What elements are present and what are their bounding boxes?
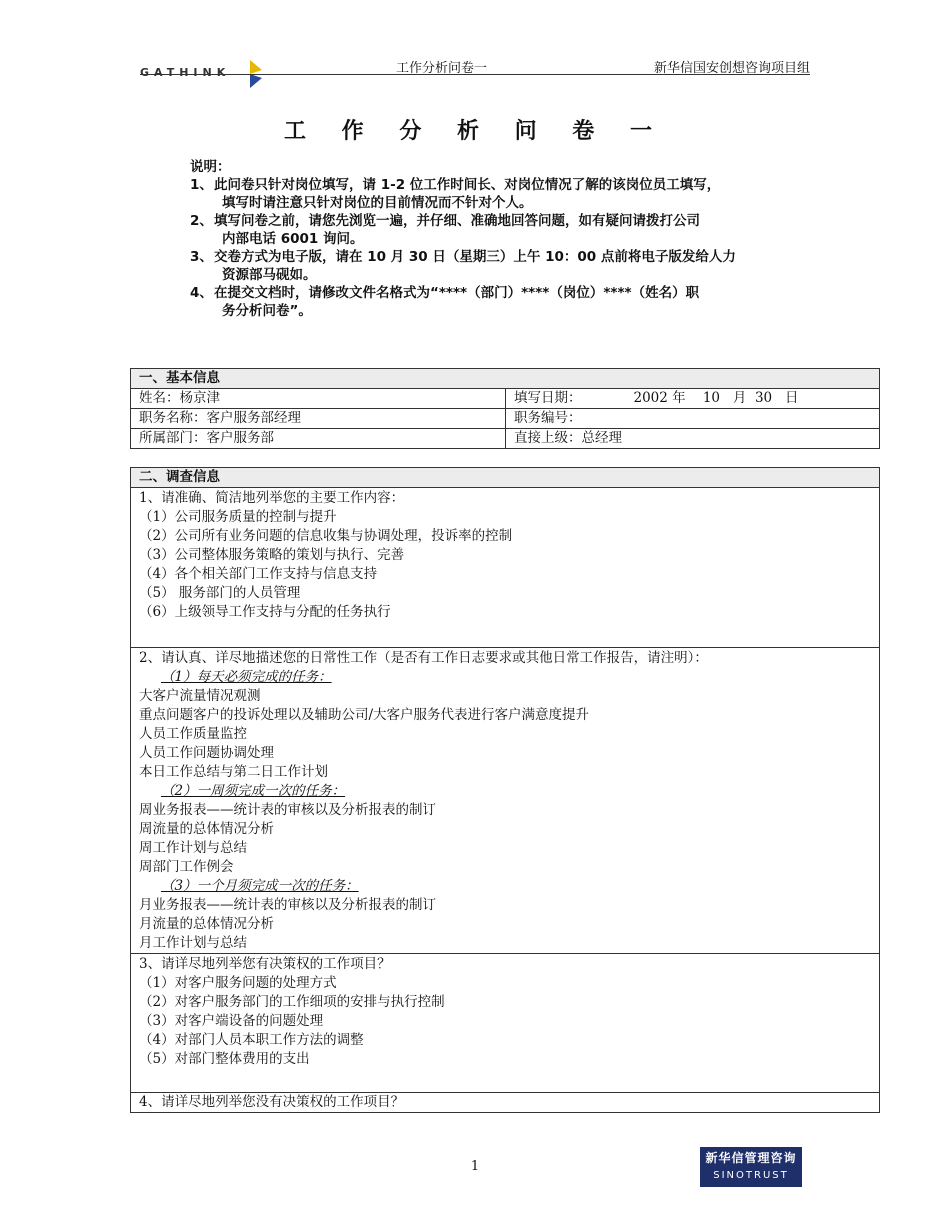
list-item: 人员工作质量监控 — [139, 726, 247, 742]
list-item: 周业务报表——统计表的审核以及分析报表的制订 — [139, 802, 436, 818]
list-item: （2）对客户服务部门的工作细项的安排与执行控制 — [139, 994, 445, 1010]
header-project-group: 新华信国安创想咨询项目组 — [653, 61, 810, 76]
sinotrust-logo-cn: 新华信管理咨询 — [705, 1151, 797, 1165]
name-cell: 姓名：杨京津 — [131, 389, 506, 409]
list-item: （5）对部门整体费用的支出 — [139, 1051, 310, 1067]
list-item: （6）上级领导工作支持与分配的任务执行 — [139, 604, 391, 620]
sinotrust-logo — [700, 1147, 802, 1187]
weekly-label: （2）一周须完成一次的任务： — [161, 783, 346, 799]
list-item: 周流量的总体情况分析 — [139, 821, 274, 837]
list-item: （1）对客户服务问题的处理方式 — [139, 975, 337, 991]
list-item: 大客户流量情况观测 — [139, 688, 261, 704]
basic-info-heading: 一、基本信息 — [131, 369, 880, 389]
list-item: （3）公司整体服务策略的策划与执行、完善 — [139, 547, 405, 563]
list-item: 重点问题客户的投诉处理以及辅助公司/大客户服务代表进行客户满意度提升 — [139, 707, 590, 723]
list-item: （4）对部门人员本职工作方法的调整 — [139, 1032, 364, 1048]
list-item: （4）各个相关部门工作支持与信息支持 — [139, 566, 378, 582]
page-title: 工 作 分 析 问 卷 一 — [284, 119, 666, 144]
list-item: （5） 服务部门的人员管理 — [139, 585, 301, 601]
page-number: 1 — [470, 1159, 480, 1174]
list-item: 月流量的总体情况分析 — [139, 916, 274, 932]
basic-info-table — [130, 368, 880, 449]
header-doc-title: 工作分析问卷一 — [396, 61, 488, 76]
list-item: 月工作计划与总结 — [139, 935, 247, 951]
list-item: （1）公司服务质量的控制与提升 — [139, 509, 337, 525]
q1-question: 1、请准确、简洁地列举您的主要工作内容： — [139, 490, 405, 506]
instruction-item: 1、 此问卷只针对岗位填写，请 1-2 位工作时间长、对岗位情况了解的该岗位员工填写， 填写时请注意只针对岗位的目前情况而不针对个人。 — [190, 177, 721, 211]
instructions — [190, 158, 820, 320]
q4-cell: 4、请详尽地列举您没有决策权的工作项目？ — [131, 1093, 880, 1113]
list-item: 人员工作问题协调处理 — [139, 745, 274, 761]
list-item: 周部门工作例会 — [139, 859, 234, 875]
dept-cell: 所属部门：客户服务部 — [131, 429, 506, 449]
superior-cell: 直接上级：总经理 — [506, 429, 880, 449]
survey-table — [130, 467, 880, 1113]
sinotrust-logo-en: SINOTRUST — [713, 1170, 789, 1181]
q1-cell — [131, 488, 880, 648]
list-item: （3）对客户端设备的问题处理 — [139, 1013, 324, 1029]
q3-cell — [131, 954, 880, 1093]
instructions-label: 说明： — [190, 159, 231, 175]
list-item: 周工作计划与总结 — [139, 840, 247, 856]
daily-label: （1）每天必须完成的任务： — [161, 669, 332, 685]
q3-question: 3、请详尽地列举您有决策权的工作项目？ — [139, 956, 391, 972]
date-cell: 填写日期： 2002 年 10 月 30 日 — [506, 389, 880, 409]
instruction-item: 4、 在提交文档时，请修改文件名格式为“****（部门）****（岗位）****（姓名）职 务分析问卷”。 — [190, 285, 700, 319]
survey-heading: 二、调查信息 — [131, 468, 880, 488]
gathink-logo-text: GATHINK — [140, 66, 231, 79]
header-divider — [140, 74, 810, 75]
job-no-cell: 职务编号： — [506, 409, 880, 429]
instruction-item: 2、 填写问卷之前，请您先浏览一遍，并仔细、准确地回答问题，如有疑问请拨打公司 内部电话 6001 询问。 — [190, 213, 700, 247]
list-item: 月业务报表——统计表的审核以及分析报表的制订 — [139, 897, 436, 913]
q2-cell — [131, 648, 880, 954]
list-item: （2）公司所有业务问题的信息收集与协调处理，投诉率的控制 — [139, 528, 513, 544]
instruction-item: 3、 交卷方式为电子版，请在 10 月 30 日（星期三）上午 10：00 点前将电子版发给人力 资源部马砚如。 — [190, 249, 736, 283]
monthly-label: （3）一个月须完成一次的任务： — [161, 878, 359, 894]
list-item: 本日工作总结与第二日工作计划 — [139, 764, 328, 780]
job-title-cell: 职务名称：客户服务部经理 — [131, 409, 506, 429]
date-value: 2002 年 10 月 30 日 — [633, 390, 799, 406]
q2-question: 2、请认真、详尽地描述您的日常性工作（是否有工作日志要求或其他日常工作报告，请注明）： — [139, 650, 708, 666]
